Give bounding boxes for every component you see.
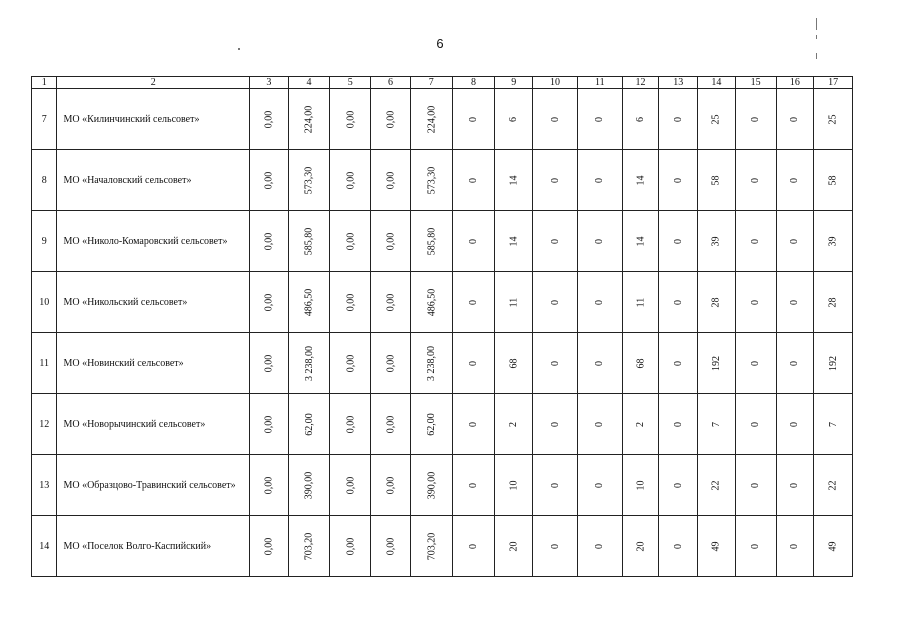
cell-c12 <box>622 394 659 455</box>
cell-c15 <box>735 272 776 333</box>
cell-c6 <box>371 333 411 394</box>
table-row <box>32 89 853 150</box>
cell-value: 68 <box>635 358 647 368</box>
cell-value: 22 <box>827 480 839 490</box>
column-header-4: 4 <box>288 77 330 89</box>
cell-c6 <box>371 516 411 577</box>
cell-value: 0 <box>549 299 561 305</box>
cell-value: 10 <box>508 480 520 490</box>
cell-c11 <box>577 333 622 394</box>
row-number: 12 <box>32 394 57 455</box>
data-table <box>31 76 853 577</box>
cell-c3 <box>249 211 288 272</box>
cell-c13 <box>659 89 698 150</box>
cell-value: 0,00 <box>344 232 356 250</box>
cell-value: 486,50 <box>303 288 315 316</box>
cell-c14 <box>698 89 736 150</box>
municipality-name: МО «Новорычинский сельсовет» <box>57 394 250 455</box>
cell-c15 <box>735 150 776 211</box>
municipality-name: МО «Образцово-Травинский сельсовет» <box>57 455 250 516</box>
cell-value: 390,00 <box>425 471 437 499</box>
cell-c15 <box>735 89 776 150</box>
table-row <box>32 394 853 455</box>
cell-c7 <box>410 333 452 394</box>
scan-speck <box>238 48 240 50</box>
cell-value: 585,80 <box>425 227 437 255</box>
cell-c8 <box>452 394 495 455</box>
cell-value: 7 <box>710 421 722 427</box>
cell-c8 <box>452 516 495 577</box>
cell-c8 <box>452 89 495 150</box>
cell-value: 0 <box>468 116 480 122</box>
cell-c8 <box>452 211 495 272</box>
cell-c13 <box>659 211 698 272</box>
cell-c5 <box>330 272 371 333</box>
cell-value: 0,00 <box>344 293 356 311</box>
cell-value: 0 <box>594 482 606 488</box>
cell-c14 <box>698 211 736 272</box>
cell-c16 <box>776 89 814 150</box>
cell-c14 <box>698 516 736 577</box>
column-header-14: 14 <box>698 77 736 89</box>
cell-c4 <box>288 272 330 333</box>
cell-c16 <box>776 211 814 272</box>
cell-c10 <box>533 89 578 150</box>
cell-c10 <box>533 455 578 516</box>
cell-c15 <box>735 211 776 272</box>
cell-c16 <box>776 394 814 455</box>
cell-value: 0 <box>750 299 762 305</box>
cell-c12 <box>622 516 659 577</box>
column-header-6: 6 <box>371 77 411 89</box>
municipality-name: МО «Началовский сельсовет» <box>57 150 250 211</box>
cell-c5 <box>330 333 371 394</box>
cell-c14 <box>698 455 736 516</box>
cell-value: 0 <box>468 482 480 488</box>
municipality-name: МО «Никольский сельсовет» <box>57 272 250 333</box>
cell-c3 <box>249 150 288 211</box>
cell-c9 <box>495 211 533 272</box>
cell-c11 <box>577 272 622 333</box>
cell-value: 0 <box>468 238 480 244</box>
column-header-2: 2 <box>57 77 250 89</box>
cell-value: 0 <box>672 482 684 488</box>
cell-value: 0 <box>750 116 762 122</box>
cell-c16 <box>776 455 814 516</box>
cell-c15 <box>735 333 776 394</box>
cell-value: 0 <box>549 238 561 244</box>
cell-value: 0,00 <box>344 415 356 433</box>
cell-c6 <box>371 455 411 516</box>
cell-c3 <box>249 333 288 394</box>
cell-c6 <box>371 394 411 455</box>
cell-c7 <box>410 272 452 333</box>
cell-value: 14 <box>635 236 647 246</box>
cell-value: 0 <box>594 177 606 183</box>
cell-value: 573,30 <box>303 166 315 194</box>
cell-value: 49 <box>827 541 839 551</box>
cell-c10 <box>533 516 578 577</box>
cell-value: 62,00 <box>425 412 437 436</box>
cell-value: 486,50 <box>425 288 437 316</box>
cell-c9 <box>495 455 533 516</box>
cell-value: 0,00 <box>344 476 356 494</box>
column-header-11: 11 <box>577 77 622 89</box>
cell-value: 22 <box>710 480 722 490</box>
cell-value: 0 <box>750 543 762 549</box>
cell-value: 0,00 <box>344 537 356 555</box>
cell-value: 703,20 <box>303 532 315 560</box>
cell-c10 <box>533 211 578 272</box>
row-number: 8 <box>32 150 57 211</box>
cell-c10 <box>533 333 578 394</box>
cell-c7 <box>410 150 452 211</box>
cell-value: 20 <box>508 541 520 551</box>
cell-value: 585,80 <box>303 227 315 255</box>
cell-value: 0 <box>672 238 684 244</box>
cell-c5 <box>330 394 371 455</box>
cell-c8 <box>452 333 495 394</box>
cell-value: 0 <box>750 360 762 366</box>
cell-value: 0,00 <box>263 537 275 555</box>
cell-c13 <box>659 150 698 211</box>
cell-c7 <box>410 394 452 455</box>
cell-value: 0 <box>594 543 606 549</box>
cell-value: 0,00 <box>344 171 356 189</box>
cell-c14 <box>698 272 736 333</box>
cell-value: 3 238,00 <box>303 345 315 381</box>
cell-value: 0,00 <box>385 415 397 433</box>
cell-value: 192 <box>827 355 839 371</box>
cell-c6 <box>371 272 411 333</box>
cell-value: 68 <box>508 358 520 368</box>
cell-value: 0,00 <box>385 354 397 372</box>
cell-value: 14 <box>508 236 520 246</box>
cell-value: 28 <box>710 297 722 307</box>
cell-c8 <box>452 150 495 211</box>
cell-value: 192 <box>710 355 722 371</box>
table-row <box>32 455 853 516</box>
cell-value: 14 <box>635 175 647 185</box>
column-header-7: 7 <box>410 77 452 89</box>
cell-c17 <box>814 516 853 577</box>
cell-c11 <box>577 211 622 272</box>
cell-value: 0 <box>672 543 684 549</box>
cell-c10 <box>533 394 578 455</box>
cell-value: 0 <box>468 177 480 183</box>
cell-c13 <box>659 516 698 577</box>
cell-value: 2 <box>635 421 647 427</box>
cell-c15 <box>735 394 776 455</box>
cell-value: 14 <box>508 175 520 185</box>
cell-value: 0 <box>672 177 684 183</box>
cell-value: 3 238,00 <box>425 345 437 381</box>
cell-value: 6 <box>508 116 520 122</box>
column-header-15: 15 <box>735 77 776 89</box>
cell-value: 0 <box>789 543 801 549</box>
cell-c11 <box>577 516 622 577</box>
table-row <box>32 211 853 272</box>
cell-value: 0 <box>468 421 480 427</box>
cell-c9 <box>495 272 533 333</box>
cell-c17 <box>814 211 853 272</box>
cell-c17 <box>814 272 853 333</box>
cell-c4 <box>288 211 330 272</box>
cell-value: 0 <box>672 299 684 305</box>
cell-c6 <box>371 211 411 272</box>
cell-c9 <box>495 394 533 455</box>
cell-value: 0 <box>468 299 480 305</box>
cell-c4 <box>288 333 330 394</box>
cell-value: 0,00 <box>385 293 397 311</box>
cell-c17 <box>814 150 853 211</box>
cell-value: 573,30 <box>425 166 437 194</box>
cell-value: 2 <box>508 421 520 427</box>
cell-c9 <box>495 150 533 211</box>
cell-value: 0,00 <box>344 354 356 372</box>
cell-c12 <box>622 89 659 150</box>
cell-value: 6 <box>635 116 647 122</box>
cell-value: 0 <box>594 299 606 305</box>
cell-value: 39 <box>827 236 839 246</box>
cell-value: 0 <box>549 543 561 549</box>
row-number: 11 <box>32 333 57 394</box>
cell-value: 0 <box>549 421 561 427</box>
cell-c7 <box>410 516 452 577</box>
cell-value: 0 <box>789 177 801 183</box>
cell-value: 0 <box>789 299 801 305</box>
cell-value: 39 <box>710 236 722 246</box>
municipality-name: МО «Поселок Волго-Каспийский» <box>57 516 250 577</box>
cell-value: 25 <box>827 114 839 124</box>
cell-c3 <box>249 89 288 150</box>
cell-value: 0 <box>549 360 561 366</box>
cell-value: 0,00 <box>385 232 397 250</box>
column-header-10: 10 <box>533 77 578 89</box>
municipality-name: МО «Николо-Комаровский сельсовет» <box>57 211 250 272</box>
cell-value: 0,00 <box>263 293 275 311</box>
cell-c5 <box>330 150 371 211</box>
cell-c17 <box>814 333 853 394</box>
cell-value: 0 <box>672 116 684 122</box>
cell-value: 25 <box>710 114 722 124</box>
cell-c8 <box>452 455 495 516</box>
cell-c17 <box>814 455 853 516</box>
cell-c7 <box>410 89 452 150</box>
cell-value: 0 <box>672 360 684 366</box>
cell-value: 28 <box>827 297 839 307</box>
municipality-name: МО «Килинчинский сельсовет» <box>57 89 250 150</box>
cell-value: 0,00 <box>385 476 397 494</box>
cell-value: 49 <box>710 541 722 551</box>
row-number: 10 <box>32 272 57 333</box>
column-header-8: 8 <box>452 77 495 89</box>
table-body <box>32 77 853 577</box>
column-header-13: 13 <box>659 77 698 89</box>
cell-c16 <box>776 150 814 211</box>
scan-speck <box>816 35 817 39</box>
cell-value: 0 <box>549 177 561 183</box>
municipality-name: МО «Новинский сельсовет» <box>57 333 250 394</box>
cell-c3 <box>249 272 288 333</box>
table-row <box>32 333 853 394</box>
cell-c16 <box>776 333 814 394</box>
cell-c4 <box>288 150 330 211</box>
cell-value: 224,00 <box>303 105 315 133</box>
cell-value: 0 <box>789 238 801 244</box>
cell-value: 7 <box>827 421 839 427</box>
cell-value: 62,00 <box>303 412 315 436</box>
scan-speck <box>816 18 817 30</box>
cell-value: 20 <box>635 541 647 551</box>
cell-c8 <box>452 272 495 333</box>
cell-value: 11 <box>635 297 647 307</box>
cell-c9 <box>495 333 533 394</box>
column-header-16: 16 <box>776 77 814 89</box>
cell-value: 0 <box>789 116 801 122</box>
table-header-row <box>32 77 853 89</box>
cell-c3 <box>249 516 288 577</box>
row-number: 14 <box>32 516 57 577</box>
cell-c16 <box>776 516 814 577</box>
cell-c6 <box>371 150 411 211</box>
cell-value: 0,00 <box>385 110 397 128</box>
column-header-3: 3 <box>249 77 288 89</box>
cell-c4 <box>288 394 330 455</box>
cell-value: 0 <box>789 421 801 427</box>
cell-value: 0,00 <box>263 476 275 494</box>
cell-value: 0 <box>750 238 762 244</box>
cell-c4 <box>288 89 330 150</box>
cell-value: 0 <box>750 421 762 427</box>
cell-c4 <box>288 455 330 516</box>
table-row <box>32 272 853 333</box>
cell-c13 <box>659 272 698 333</box>
cell-c13 <box>659 333 698 394</box>
cell-c3 <box>249 394 288 455</box>
cell-c12 <box>622 272 659 333</box>
cell-value: 0 <box>672 421 684 427</box>
cell-c11 <box>577 89 622 150</box>
cell-c11 <box>577 394 622 455</box>
cell-c14 <box>698 394 736 455</box>
table-row <box>32 150 853 211</box>
table-row <box>32 516 853 577</box>
cell-value: 0 <box>594 360 606 366</box>
column-header-5: 5 <box>330 77 371 89</box>
column-header-12: 12 <box>622 77 659 89</box>
cell-c9 <box>495 89 533 150</box>
cell-value: 0,00 <box>385 171 397 189</box>
cell-c17 <box>814 394 853 455</box>
cell-value: 0 <box>594 116 606 122</box>
cell-value: 0 <box>594 421 606 427</box>
cell-c14 <box>698 150 736 211</box>
cell-c4 <box>288 516 330 577</box>
cell-value: 0 <box>549 482 561 488</box>
cell-value: 0 <box>750 482 762 488</box>
cell-c15 <box>735 455 776 516</box>
cell-value: 0,00 <box>344 110 356 128</box>
cell-c13 <box>659 455 698 516</box>
row-number: 13 <box>32 455 57 516</box>
cell-value: 0 <box>468 543 480 549</box>
cell-c17 <box>814 89 853 150</box>
cell-c14 <box>698 333 736 394</box>
cell-value: 58 <box>710 175 722 185</box>
cell-c10 <box>533 150 578 211</box>
cell-value: 0,00 <box>263 171 275 189</box>
row-number: 7 <box>32 89 57 150</box>
cell-value: 390,00 <box>303 471 315 499</box>
cell-value: 0 <box>750 177 762 183</box>
cell-value: 10 <box>635 480 647 490</box>
cell-c12 <box>622 211 659 272</box>
cell-value: 0,00 <box>263 415 275 433</box>
cell-c16 <box>776 272 814 333</box>
column-header-1: 1 <box>32 77 57 89</box>
cell-c5 <box>330 89 371 150</box>
cell-c15 <box>735 516 776 577</box>
cell-c7 <box>410 455 452 516</box>
cell-c13 <box>659 394 698 455</box>
cell-value: 0,00 <box>263 232 275 250</box>
cell-c12 <box>622 333 659 394</box>
cell-value: 0,00 <box>263 354 275 372</box>
cell-value: 703,20 <box>425 532 437 560</box>
cell-c10 <box>533 272 578 333</box>
scan-speck <box>816 53 817 59</box>
cell-value: 0 <box>789 360 801 366</box>
cell-value: 0 <box>549 116 561 122</box>
cell-value: 0 <box>594 238 606 244</box>
column-header-17: 17 <box>814 77 853 89</box>
cell-c7 <box>410 211 452 272</box>
cell-value: 0,00 <box>263 110 275 128</box>
cell-value: 0 <box>468 360 480 366</box>
cell-c5 <box>330 211 371 272</box>
column-header-9: 9 <box>495 77 533 89</box>
cell-c11 <box>577 455 622 516</box>
cell-c3 <box>249 455 288 516</box>
cell-value: 58 <box>827 175 839 185</box>
cell-value: 0,00 <box>385 537 397 555</box>
page-number: 6 <box>436 36 444 51</box>
cell-value: 11 <box>508 297 520 307</box>
cell-value: 224,00 <box>425 105 437 133</box>
cell-c11 <box>577 150 622 211</box>
cell-c5 <box>330 516 371 577</box>
cell-c6 <box>371 89 411 150</box>
cell-c12 <box>622 455 659 516</box>
cell-value: 0 <box>789 482 801 488</box>
cell-c9 <box>495 516 533 577</box>
cell-c12 <box>622 150 659 211</box>
row-number: 9 <box>32 211 57 272</box>
cell-c5 <box>330 455 371 516</box>
